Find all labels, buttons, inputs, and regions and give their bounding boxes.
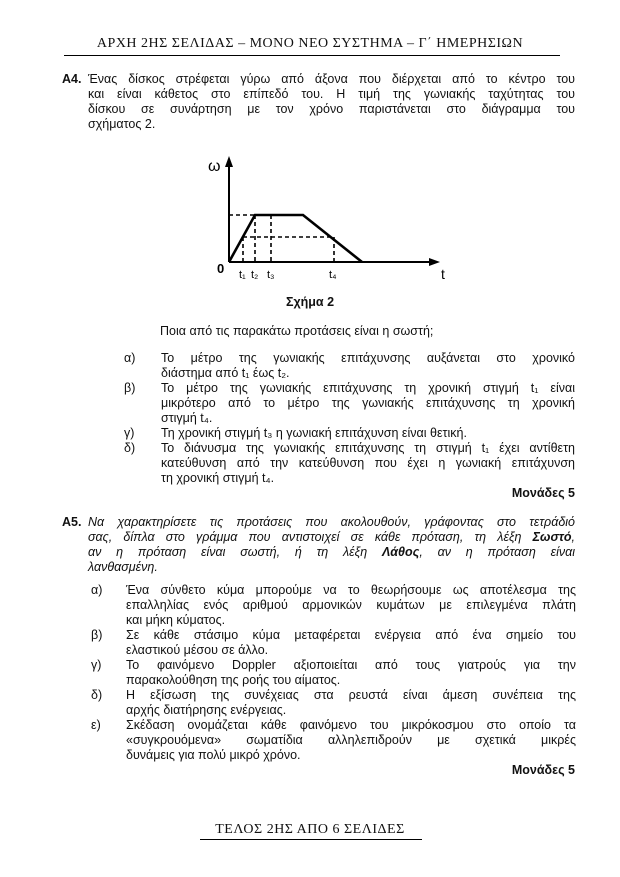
option-line: δυνάμεις για πολύ μικρό χρόνο. [126,748,301,762]
option-line: Το φαινόμενο Doppler αξιοποιείται από τους γιατρούς για την [126,658,576,672]
option-line: Σκέδαση ονομάζεται κάθε φαινόμενο του μικρόκοσμου στο οποίο τα [126,718,576,732]
a5-intro-line: σας, δίπλα στο γράμμα που αντιστοιχεί σε κάθε πρόταση, τη λέξη Σωστό, [88,530,575,544]
option-line: και μήκη κύματος. [126,613,226,627]
option-line: Το μέτρο της γωνιακής επιτάχυνσης αυξάνεται στο χρονικό [161,351,575,365]
a4-number: Α4. [62,72,82,86]
option-line: κατεύθυνση από την κατεύθυνση που έχει η γωνιακή επιτάχυνση [161,456,575,470]
a4-option-c-label: γ) [124,426,135,440]
a5-option-b-label: β) [91,628,103,642]
option-line: ελαστικού μέσου σε άλλο. [126,643,269,657]
figure-caption: Σχήμα 2 [285,295,335,309]
a4-question: Ποια από τις παρακάτω προτάσεις είναι η σωστή; [160,324,434,338]
a4-marks: Μονάδες 5 [511,486,575,500]
a5-option-e-label: ε) [91,718,101,732]
a4-option-b-label: β) [124,381,136,395]
x-axis-arrow [429,258,440,266]
option-line: Η εξίσωση της συνέχειας στα ρευστά είναι άμεση συνέπεια της [126,688,576,702]
option-line: Ένα σύνθετο κύμα μπορούμε να το θεωρήσουμε ως αποτέλεσμα της [126,583,576,597]
a5-option-a [126,583,576,628]
y-axis-label: ω [208,158,221,175]
origin-label: 0 [217,261,225,276]
a4-option-d-label: δ) [124,441,136,455]
a5-intro-line: λανθασμένη. [88,560,158,574]
x-axis-label: t [441,266,445,282]
a5-intro-line: Να χαρακτηρίσετε τις προτάσεις που ακολουθούν, γράφοντας στο τετράδιό [88,515,575,529]
a4-intro-line: και είναι κάθετος στο επίπεδό του. Η τιμή της γωνιακής ταχύτητας του [88,87,575,101]
option-line: αρχής διατήρησης ενέργειας. [126,703,287,717]
a4-intro-line: δίσκου σε συνάρτηση με τον χρόνο παριστάνεται στο διάγραμμα του [88,102,575,116]
a4-option-a [161,351,575,381]
option-line: διάστημα από t₁ έως t₂. [161,366,290,380]
option-line: τη χρονική στιγμή t₄. [161,471,275,485]
a4-intro [88,72,575,132]
page-footer: ΤΕΛΟΣ 2ΗΣ ΑΠΟ 6 ΣΕΛΙΔΕΣ [215,822,405,837]
y-axis-arrow [225,156,233,167]
a4-option-d [161,441,575,486]
a5-intro [88,515,575,575]
a5-option-d-label: δ) [91,688,103,702]
a4-intro-line: Ένας δίσκος στρέφεται γύρω από άξονα που διέρχεται από το κέντρο του [88,72,575,86]
option-line: Το διάνυσμα της γωνιακής επιτάχυνσης τη στιγμή t₁ έχει αντίθετη [161,441,575,455]
tick-label-t4: t₄ [329,269,337,281]
option-line: επαλληλίας ενός αριθμού αρμονικών κυμάτων με επιλεγμένα πλάτη [126,598,576,612]
option-line: στιγμή t₄. [161,411,213,425]
a5-number: Α5. [62,515,82,529]
a5-option-d [126,688,576,718]
option-line: μικρότερο από το μέτρο της γωνιακής επιτάχυνσης τη χρονική [161,396,575,410]
footer-underline [200,839,422,840]
a5-option-c [126,658,576,688]
a5-option-a-label: α) [91,583,103,597]
a4-intro-line: σχήματος 2. [88,117,156,131]
omega-graph [229,215,362,262]
tick-label-t3: t₃ [267,269,275,281]
tick-label-t1: t₁ [239,269,246,281]
emphasized-keyword: Λάθος [381,545,420,559]
emphasized-keyword: Σωστό [532,530,572,544]
a5-marks: Μονάδες 5 [511,763,575,777]
header-underline [64,55,560,56]
option-line: Σε κάθε στάσιμο κύμα μεταφέρεται ενέργεια από ένα σημείο του [126,628,576,642]
a5-option-b [126,628,576,658]
a5-option-e [126,718,576,763]
option-line: παρακολούθηση της ροής του αίματος. [126,673,341,687]
option-line: Τη χρονική στιγμή t₃ η γωνιακή επιτάχυνση είναι θετική. [161,426,467,440]
option-line: «συγκρουόμενα» σωματίδια αλληλεπιδρούν με σχετικά μικρές [126,733,576,747]
option-line: Το μέτρο της γωνιακής επιτάχυνσης τη χρονική στιγμή t₁ είναι [161,381,575,395]
a5-intro-line: αν η πρόταση είναι σωστή, ή τη λέξη Λάθος, αν η πρόταση είναι [88,545,575,559]
a4-option-a-label: α) [124,351,136,365]
a5-option-c-label: γ) [91,658,102,672]
tick-label-t2: t₂ [251,269,259,281]
a4-option-c [161,426,575,441]
page-header: ΑΡΧΗ 2ΗΣ ΣΕΛΙΔΑΣ – ΜΟΝΟ ΝΕΟ ΣΥΣΤΗΜΑ – Γ΄ ΗΜΕΡΗΣΙΩΝ [96,36,524,51]
a4-option-b [161,381,575,426]
